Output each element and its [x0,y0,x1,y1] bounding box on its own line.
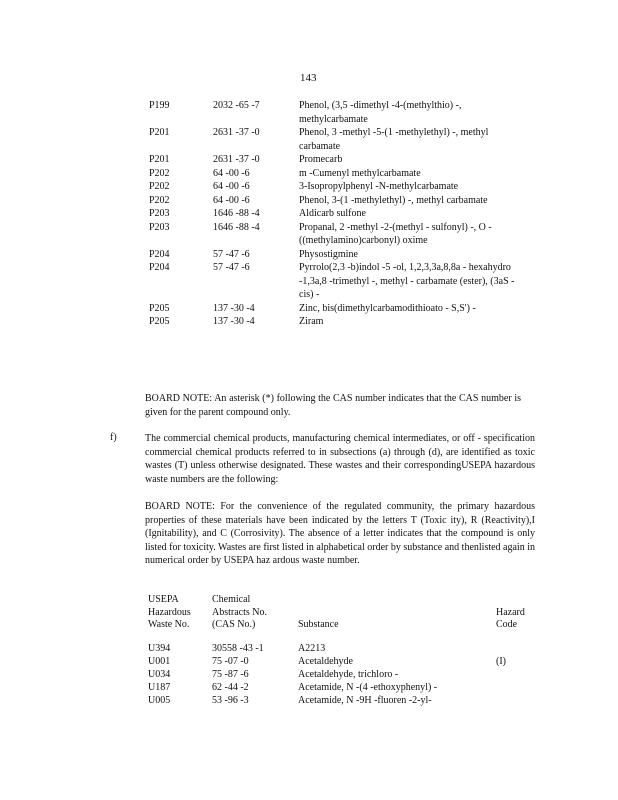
substance: Acetamide, N -(4 -ethoxyphenyl) - [298,682,438,693]
waste-code: P203 [149,208,170,219]
substance: Acetaldehyde [298,656,353,667]
table-row [149,221,529,248]
substance: Phenol, (3,5 -dimethyl -4-(methylthio) -, methylcarbamate [299,100,462,125]
header-cell: USEPA [148,594,179,605]
u-list-table [148,594,538,707]
cas-number: 1646 -88 -4 [213,208,260,219]
table-row [149,153,529,167]
cas-number: 2032 -65 -7 [213,100,260,111]
table-row [149,99,529,126]
substance: Phenol, 3 -methyl -5-(1 -methylethyl) -, methyl carbamate [299,127,489,152]
board-note-hazard-codes: BOARD NOTE: For the convenience of the regulated community, the primary hazardous properties of these materials have been indicated by the letters T (Toxic ity), R (Reactivity),I (Ignitability), and C (Corrosivity). The absence of a letter indicates that the compound is only listed for toxicity. Wastes are first listed in alphabetical order by substance and thenlisted again in numerical order by USEPA haz ardous waste number. [145,501,535,566]
hazard-code: (I) [496,656,506,667]
waste-code: P205 [149,302,170,314]
table-row [148,655,538,668]
page-number: 143 [300,72,317,84]
waste-code: U187 [148,682,171,693]
table-row [149,248,529,262]
subsection-f-paragraph: The commercial chemical products, manufacturing chemical intermediates, or off - specification commercial chemical products referred to in subsections (a) through (d), are identified as toxic wastes (T) unless otherwise designated. These wastes and their correspondingUSEPA hazardous waste numbers are the following: [145,433,535,485]
waste-code: U005 [148,695,171,706]
waste-code: U394 [148,643,171,654]
cas-number: 2631 -37 -0 [213,127,260,138]
table-row [148,681,538,694]
waste-code: P202 [149,194,170,206]
cas-number: 2631 -37 -0 [213,154,260,165]
cas-number: 64 -00 -6 [213,194,250,206]
header-cell: Substance [298,619,339,630]
table-row [148,642,538,655]
cas-number: 62 -44 -2 [212,682,249,693]
cas-number: 57 -47 -6 [213,262,250,273]
waste-code: P205 [149,316,170,327]
table-row [148,668,538,681]
cas-number: 64 -00 -6 [213,181,250,192]
board-note-asterisk: BOARD NOTE: An asterisk (*) following the CAS number indicates that the CAS number is given for the parent compound only. [145,393,521,418]
substance: m -Cumenyl methylcarbamate [299,167,421,179]
table-row [149,167,529,181]
waste-code: P202 [149,181,170,192]
table-row [149,180,529,194]
cas-number: 64 -00 -6 [213,167,250,179]
cas-number: 137 -30 -4 [213,302,255,314]
table-row [149,207,529,221]
substance: Phenol, 3-(1 -methylethyl) -, methyl carbamate [299,194,488,206]
substance: Aldicarb sulfone [299,208,366,219]
table-row [149,194,529,208]
header-cell: Hazard [496,606,525,618]
table-row [149,302,529,316]
cas-number: 57 -47 -6 [213,248,250,260]
waste-code: U001 [148,656,171,667]
substance: Acetaldehyde, trichloro - [298,669,399,680]
table-row [149,261,529,302]
cas-number: 53 -96 -3 [212,695,249,706]
header-cell: Waste No. [148,619,190,630]
cas-number: 75 -87 -6 [212,669,249,680]
substance: 3-Isopropylphenyl -N-methylcarbamate [299,181,459,192]
substance: Zinc, bis(dimethylcarbamodithioato - S,S') - [299,302,476,314]
header-cell: (CAS No.) [212,619,256,630]
header-cell: Hazardous [148,606,191,618]
header-cell: Abstracts No. [212,606,267,618]
table-row [149,126,529,153]
table-header [148,594,538,642]
cas-number: 137 -30 -4 [213,316,255,327]
waste-code: P204 [149,248,170,260]
substance: A2213 [298,643,326,654]
table-row [149,315,529,329]
subsection-label: f) [110,432,117,443]
waste-code: P199 [149,100,170,111]
header-cell: Chemical [212,594,251,605]
substance: Acetamide, N -9H -fluoren -2-yl- [298,695,432,706]
cas-number: 75 -07 -0 [212,656,249,667]
waste-code: P203 [149,221,170,233]
header-cell: Code [496,619,518,630]
cas-number: 30558 -43 -1 [212,643,264,654]
substance: Propanal, 2 -methyl -2-(methyl - sulfonyl) -, O -((methylamino)carbonyl) oxime [299,221,492,246]
substance: Pyrrolo(2,3 -b)indol -5 -ol, 1,2,3,3a,8,8a - hexahydro -1,3a,8 -trimethyl -, methyl - carbamate (ester), (3aS -cis) - [299,262,515,300]
substance: Promecarb [299,154,343,165]
waste-code: P204 [149,262,170,273]
substance: Ziram [299,316,324,327]
table-row [148,694,538,707]
substance: Physostigmine [299,248,358,260]
p-list-table [149,99,529,329]
waste-code: P201 [149,154,170,165]
cas-number: 1646 -88 -4 [213,221,260,233]
waste-code: U034 [148,669,171,680]
waste-code: P202 [149,167,170,179]
waste-code: P201 [149,127,170,138]
